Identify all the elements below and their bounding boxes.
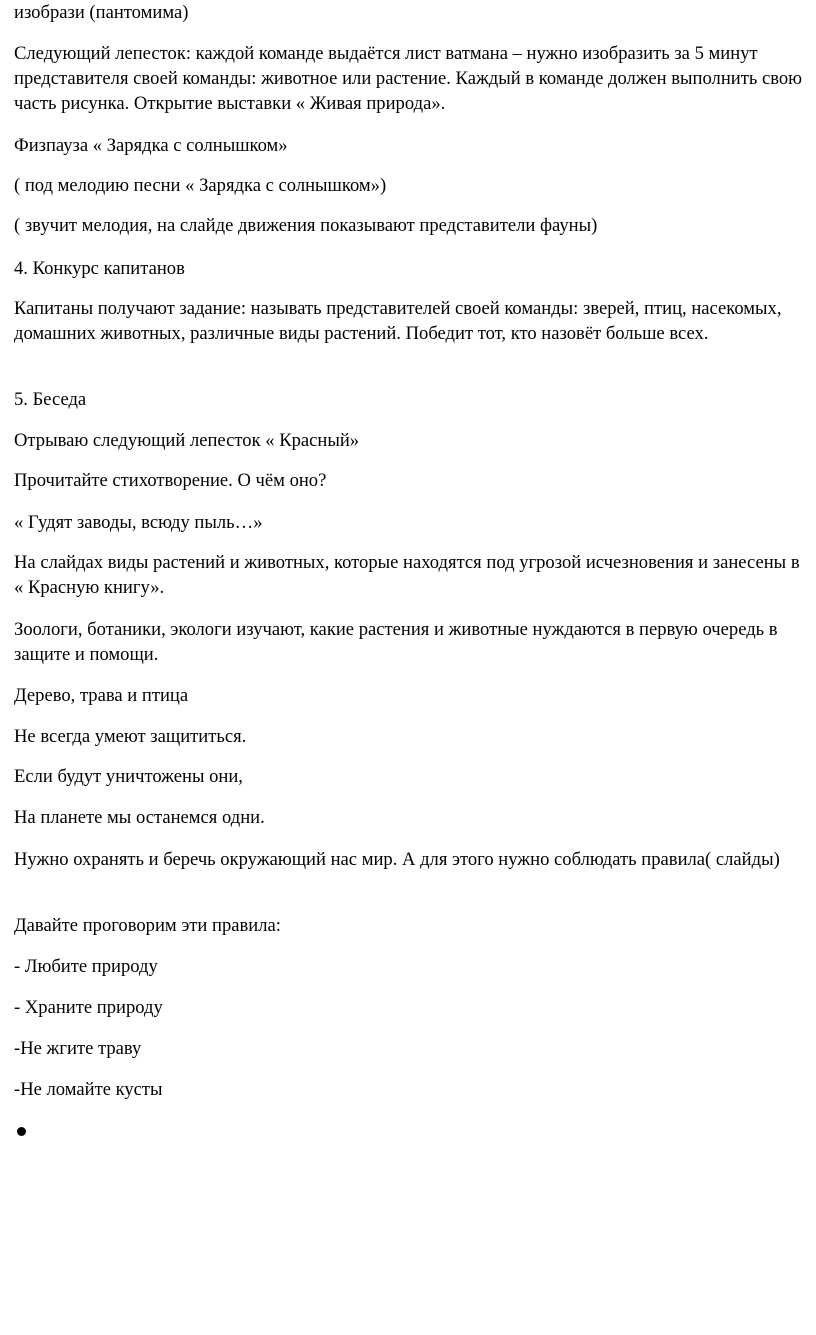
section-heading: 4. Конкурс капитанов	[14, 258, 185, 279]
poem-line: На планете мы останемся одни.	[14, 807, 265, 828]
paragraph: изобрази (пантомима)	[14, 2, 189, 23]
rule-item: -Не ломайте кусты	[14, 1079, 163, 1100]
poem-line: Не всегда умеют защититься.	[14, 726, 247, 747]
rule-item: - Храните природу	[14, 997, 163, 1018]
poem-line: Если будут уничтожены они,	[14, 766, 243, 787]
section-heading: 5. Беседа	[14, 389, 87, 410]
paragraph: Нужно охранять и беречь окружающий нас мир. А для этого нужно соблюдать правила( слайды)	[14, 849, 780, 870]
paragraph: На слайдах виды растений и животных, которые находятся под угрозой исчезновения и занесены в « Красную книгу».	[14, 552, 800, 598]
paragraph: ( звучит мелодия, на слайде движения показывают представители фауны)	[14, 215, 598, 236]
poem-line: Дерево, трава и птица	[14, 685, 189, 706]
bullet-icon	[17, 1127, 26, 1136]
rule-item: - Любите природу	[14, 956, 158, 977]
paragraph: Прочитайте стихотворение. О чём оно?	[14, 470, 327, 491]
paragraph: ( под мелодию песни « Зарядка с солнышком»)	[14, 175, 387, 196]
paragraph: Следующий лепесток: каждой команде выдаётся лист ватмана – нужно изобразить за 5 минут представителя своей команды: животное или растение. Каждый в команде должен выполнить свою часть рисунка. Открытие выставки « Живая природа».	[14, 43, 803, 114]
paragraph: Капитаны получают задание: называть представителей своей команды: зверей, птиц, насекомых, домашних животных, различные виды растений. Победит тот, кто назовёт больше всех.	[14, 298, 782, 344]
paragraph: Зоологи, ботаники, экологи изучают, какие растения и животные нуждаются в первую очередь в защите и помощи.	[14, 619, 778, 665]
paragraph: « Гудят заводы, всюду пыль…»	[14, 512, 263, 533]
paragraph: Отрываю следующий лепесток « Красный»	[14, 430, 360, 451]
paragraph: Давайте проговорим эти правила:	[14, 915, 281, 936]
rule-item: -Не жгите траву	[14, 1038, 142, 1059]
paragraph: Физпауза « Зарядка с солнышком»	[14, 135, 288, 156]
